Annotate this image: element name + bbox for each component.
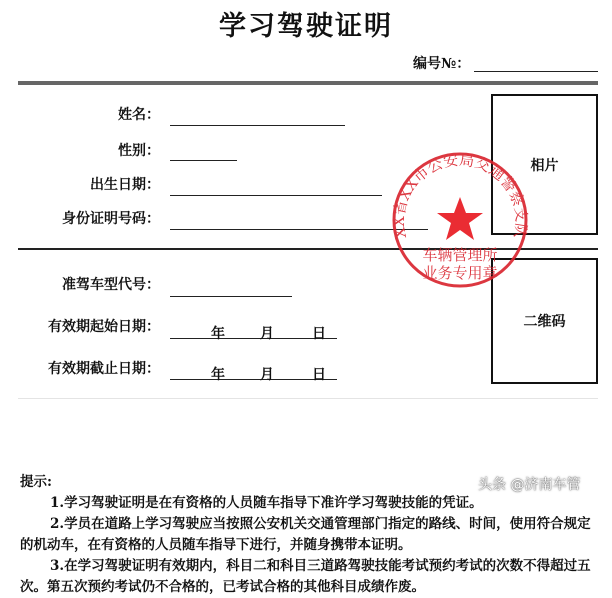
seal-ring-text: XX省XX市公安局交通警察支队 <box>390 150 530 241</box>
notes-heading: 提示: <box>20 474 52 490</box>
note-item: 2.学员在道路上学习驾驶应当按照公安机关交通管理部门指定的路线、时间，使用符合规定的机动车，在有资格的人员随车指导下进行，并随身携带本证明。 <box>20 516 591 553</box>
gender-label: 性别： <box>118 143 160 159</box>
seal-line2: 业务专用章 <box>422 264 498 282</box>
footer-divider <box>18 398 598 399</box>
id-number-label: 身份证明号码： <box>62 211 160 227</box>
valid-to-day: 日 <box>312 367 326 383</box>
note-item: 3.在学习驾驶证明有效期内，科目二和科目三道路驾驶技能考试预约考试的次数不得超过五次。第五次预约考试仍不合格的，已考试合格的其他科目成绩作废。 <box>20 558 591 595</box>
note-item: 1.学习驾驶证明是在有资格的人员随车指导下准许学习驾驶技能的凭证。 <box>50 495 483 511</box>
official-seal <box>390 150 530 290</box>
document-title: 学习驾驶证明 <box>219 11 393 42</box>
seal-star-icon <box>437 197 483 240</box>
valid-from-label: 有效期起始日期： <box>48 319 160 335</box>
serial-field[interactable] <box>474 71 598 72</box>
seal-line1: 车辆管理所 <box>422 246 498 264</box>
header-divider <box>18 81 598 85</box>
vehicle-class-label: 准驾车型代号： <box>62 277 160 293</box>
qr-code-label: 二维码 <box>523 314 566 330</box>
valid-to-year: 年 <box>211 367 225 383</box>
valid-to-month: 月 <box>260 367 274 383</box>
gender-field[interactable] <box>170 160 237 161</box>
name-label: 姓名： <box>118 107 160 123</box>
valid-from-day: 日 <box>312 326 326 342</box>
birth-date-field[interactable] <box>170 195 382 196</box>
watermark: 头条 @济南车管 <box>478 477 581 493</box>
serial-label: 编号№： <box>413 56 471 72</box>
valid-to-label: 有效期截止日期： <box>48 361 160 377</box>
name-field[interactable] <box>170 125 345 126</box>
birth-date-label: 出生日期： <box>90 177 160 193</box>
valid-from-month: 月 <box>260 326 274 342</box>
vehicle-class-field[interactable] <box>170 296 292 297</box>
photo-label: 相片 <box>530 157 559 174</box>
valid-from-year: 年 <box>211 326 225 342</box>
